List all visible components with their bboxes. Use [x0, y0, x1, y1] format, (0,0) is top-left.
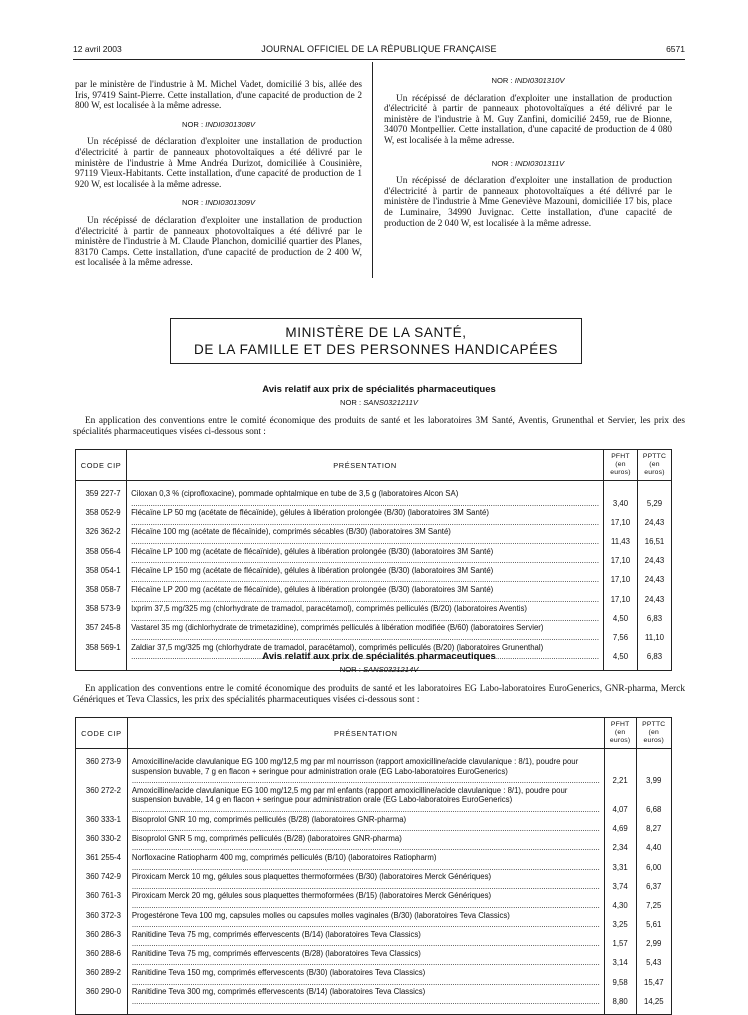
pfht: 9,58: [604, 968, 636, 987]
table-row: [76, 786, 672, 815]
price-table-2: [75, 717, 672, 1015]
table-row: [76, 585, 672, 604]
header-presentation: PRÉSENTATION: [127, 718, 604, 749]
cip-code: 360 273-9: [76, 749, 128, 786]
ppttc: 11,10: [637, 623, 671, 642]
presentation: Ixprim 37,5 mg/325 mg (chlorhydrate de tramadol, paracétamol), comprimés pelliculés (B/20) (laboratoires Aventis) .....: [127, 604, 604, 623]
table-row: [76, 508, 672, 527]
price-table-1: [75, 449, 672, 671]
presentation: Vastarel 35 mg (dichlorhydrate de trimetazidine), comprimés pelliculés à libération modifiée (B/60) (laboratoires Servier) .....: [127, 623, 604, 642]
pfht: 8,80: [604, 987, 636, 1015]
ppttc: 4,40: [636, 834, 671, 853]
pfht: 3,31: [604, 853, 636, 872]
pfht: 4,69: [604, 815, 636, 834]
page-header: [73, 44, 685, 58]
table-row: [76, 872, 672, 891]
right-column: [384, 76, 672, 229]
presentation: Ranitidine Teva 75 mg, comprimés effervescents (B/28) (laboratoires Teva Classics) .....: [127, 949, 604, 968]
pfht: 17,10: [603, 508, 637, 527]
table-row: [76, 749, 672, 786]
pfht: 4,50: [603, 604, 637, 623]
notice-intro: En application des conventions entre le comité économique des produits de santé et les laboratoires 3M Santé, Aventis, Grunenthal et Servier, les prix des spécialités pharmaceutiques visées ci-dessous sont :: [73, 416, 685, 437]
cip-code: 326 362-2: [76, 527, 127, 546]
ppttc: 3,99: [636, 749, 671, 786]
ppttc: 24,43: [637, 566, 671, 585]
presentation: Flécaïne LP 200 mg (acétate de flécaïnide), gélules à libération prolongée (B/30) (laboratoires 3M Santé) .....: [127, 585, 604, 604]
presentation: Flécaïne 100 mg (acétate de flécaïnide), comprimés sécables (B/30) (laboratoires 3M Santé) .....: [127, 527, 604, 546]
notice-intro: En application des conventions entre le comité économique des produits de santé et les laboratoires EG Labo-laboratoires EuroGenerics, GNR-pharma, Merck Génériques et Teva Classics, les prix des spécialités pharmaceutiques visées ci-dessous sont :: [73, 684, 685, 705]
table-row: [76, 911, 672, 930]
table-header-row: [76, 718, 672, 749]
nor-reference: NOR : INDI0301308V: [181, 119, 256, 129]
header-rule: [73, 59, 685, 60]
ppttc: 5,29: [637, 481, 671, 509]
ppttc: 6,00: [636, 853, 671, 872]
paragraph: Un récépissé de déclaration d'exploiter une installation de production d'électricité à partir de panneaux photovoltaïques a été délivré par le ministère de l'industrie à M. Claude Planchon, domicilié quartier des Planes, 83170 Camps. Cette installation, d'une capacité de production de 2 400 W, est localisée à la même adresse.: [75, 215, 362, 269]
table-row: [76, 527, 672, 546]
pfht: 17,10: [603, 547, 637, 566]
presentation: Piroxicam Merck 20 mg, gélules sous plaquettes thermoformées (B/15) (laboratoires Merck Génériques) .....: [127, 891, 604, 910]
ppttc: 16,51: [637, 527, 671, 546]
paragraph: Un récépissé de déclaration d'exploiter une installation de production d'électricité à partir de panneaux photovoltaïques a été délivré par le ministère de l'industrie à M. Guy Zanfini, domicilié 2459, rue de Bionne, 34070 Montpellier. Cette installation, d'une capacité de production de 4 080 W, est localisée à la même adresse.: [384, 93, 672, 146]
ppttc: 5,61: [636, 911, 671, 930]
notice-title: Avis relatif aux prix de spécialités pharmaceutiques: [262, 651, 496, 662]
cip-code: 361 255-4: [76, 853, 128, 872]
table-row: [76, 604, 672, 623]
header-pfht: PFHT (en euros): [604, 718, 636, 749]
pfht: 3,74: [604, 872, 636, 891]
pfht: 3,14: [604, 949, 636, 968]
cip-code: 360 289-2: [76, 968, 128, 987]
presentation: Bisoprolol GNR 5 mg, comprimés pelliculés (B/28) (laboratoires GNR-pharma) .....: [127, 834, 604, 853]
cip-code: 360 372-3: [76, 911, 128, 930]
presentation: Amoxicilline/acide clavulanique EG 100 mg/12,5 mg par ml nourrisson (rapport amoxicilline/acide clavulanique : 8/1), poudre pour suspension buvable, 7 g en flacon + seringue pour administration orale (EG Labo-laboratoires EuroGenerics) .....: [127, 749, 604, 786]
presentation: Ranitidine Teva 300 mg, comprimés effervescents (B/14) (laboratoires Teva Classics) .....: [127, 987, 604, 1015]
header-ppttc: PPTTC (en euros): [636, 718, 671, 749]
cip-code: 360 290-0: [76, 987, 128, 1015]
cip-code: 360 272-2: [76, 786, 128, 815]
header-code: CODE CIP: [76, 718, 128, 749]
table-header-row: [76, 450, 672, 481]
cip-code: 359 227-7: [76, 481, 127, 509]
pfht: 3,40: [603, 481, 637, 509]
ppttc: 6,83: [637, 643, 671, 671]
presentation: Progestérone Teva 100 mg, capsules molles ou capsules molles vaginales (B/30) (laboratoires Teva Classics) .....: [127, 911, 604, 930]
pfht: 3,25: [604, 911, 636, 930]
nor-reference: NOR : SANS0321211V: [340, 398, 418, 407]
ppttc: 6,83: [637, 604, 671, 623]
column-divider: [372, 62, 373, 278]
presentation: Flécaïne LP 50 mg (acétate de flécaïnide), gélules à libération prolongée (B/30) (laboratoires 3M Santé) .....: [127, 508, 604, 527]
ppttc: 7,25: [636, 891, 671, 910]
issue-date: 12 avril 2003: [73, 44, 122, 54]
table-row: [76, 547, 672, 566]
paragraph: Un récépissé de déclaration d'exploiter une installation de production d'électricité à partir de panneaux photovoltaïques a été délivré par le ministère de l'industrie à Mme Geneviève Mazouni, domiciliée 17 bis, place de Luminaire, 34990 Juvignac. Cette installation, d'une capacité de production de 2 040 W, est localisée à la même adresse.: [384, 176, 672, 229]
cip-code: 360 288-6: [76, 949, 128, 968]
presentation: Zaldiar 37,5 mg/325 mg (chlorhydrate de tramadol, paracétamol), comprimés pelliculés (B/20) (laboratoires Grunenthal) .....: [127, 643, 604, 671]
nor-reference: NOR : INDI0301310V: [491, 76, 565, 85]
cip-code: 358 056-4: [76, 547, 127, 566]
header-ppttc: PPTTC (en euros): [637, 450, 671, 481]
pfht: 17,10: [603, 566, 637, 585]
header-pfht: PFHT (en euros): [603, 450, 637, 481]
pfht: 4,07: [604, 786, 636, 815]
left-column: [75, 80, 362, 269]
ppttc: 24,43: [637, 585, 671, 604]
pfht: 7,56: [603, 623, 637, 642]
ppttc: 2,99: [636, 930, 671, 949]
cip-code: 358 054-1: [76, 566, 127, 585]
presentation: Bisoprolol GNR 10 mg, comprimés pelliculés (B/28) (laboratoires GNR-pharma) .....: [127, 815, 604, 834]
ppttc: 5,43: [636, 949, 671, 968]
ppttc: 6,37: [636, 872, 671, 891]
presentation: Ciloxan 0,3 % (ciprofloxacine), pommade ophtalmique en tube de 3,5 g (laboratoires Alcon SA) .....: [127, 481, 604, 509]
pfht: 17,10: [603, 585, 637, 604]
ppttc: 6,68: [636, 786, 671, 815]
cip-code: 360 333-1: [76, 815, 128, 834]
cip-code: 360 761-3: [76, 891, 128, 910]
cip-code: 360 742-9: [76, 872, 128, 891]
table-row: [76, 623, 672, 642]
cip-code: 358 573-9: [76, 604, 127, 623]
pfht: 11,43: [603, 527, 637, 546]
cip-code: 360 286-3: [76, 930, 128, 949]
journal-title: JOURNAL OFFICIEL DE LA RÉPUBLIQUE FRANÇAISE: [261, 44, 497, 54]
ppttc: 14,25: [636, 987, 671, 1015]
nor-reference: NOR : INDI0301309V: [181, 198, 256, 208]
pfht: 4,30: [604, 891, 636, 910]
table-row: [76, 891, 672, 910]
presentation: Amoxicilline/acide clavulanique EG 100 mg/12,5 mg par ml enfants (rapport amoxicilline/acide clavulanique : 8/1), poudre pour suspension buvable, 14 g en flacon + seringue pour administration orale (EG Labo-laboratoires EuroGenerics) .....: [127, 786, 604, 815]
page-number: 6571: [666, 44, 685, 54]
table-row: [76, 968, 672, 987]
presentation: Ranitidine Teva 75 mg, comprimés effervescents (B/14) (laboratoires Teva Classics) .....: [127, 930, 604, 949]
paragraph: Un récépissé de déclaration d'exploiter une installation de production d'électricité à partir de panneaux photovoltaïques a été délivré par le ministère de l'industrie à Mme Andréa Durizot, domiciliée à Cousinière, 97119 Vieux-Habitants. Cette installation, d'une capacité de production de 1 920 W, est localisée à la même adresse.: [75, 137, 362, 190]
nor-reference: NOR : SANS0321214V: [339, 665, 419, 674]
header-code: CODE CIP: [76, 450, 127, 481]
presentation: Flécaïne LP 100 mg (acétate de flécaïnide), gélules à libération prolongée (B/30) (laboratoires 3M Santé) .....: [127, 547, 604, 566]
cip-code: 358 052-9: [76, 508, 127, 527]
header-presentation: PRÉSENTATION: [127, 450, 604, 481]
presentation: Ranitidine Teva 150 mg, comprimés effervescents (B/30) (laboratoires Teva Classics) .....: [127, 968, 604, 987]
cip-code: 357 245-8: [76, 623, 127, 642]
presentation: Piroxicam Merck 10 mg, gélules sous plaquettes thermoformées (B/30) (laboratoires Merck Génériques) .....: [127, 872, 604, 891]
pfht: 2,21: [604, 749, 636, 786]
presentation: Flécaïne LP 150 mg (acétate de flécaïnide), gélules à libération prolongée (B/30) (laboratoires 3M Santé) .....: [127, 566, 604, 585]
paragraph: par le ministère de l'industrie à M. Michel Vadet, domicilié 3 bis, allée des Iris, 97419 Saint-Pierre. Cette installation, d'une capacité de production de 2 800 W, est localisée à la même adresse.: [75, 80, 362, 112]
table-row: [76, 949, 672, 968]
nor-reference: NOR : INDI0301311V: [491, 158, 565, 168]
ministry-heading: MINISTÈRE DE LA SANTÉ, DE LA FAMILLE ET DES PERSONNES HANDICAPÉES: [170, 318, 582, 364]
table-row: [76, 930, 672, 949]
ppttc: 15,47: [636, 968, 671, 987]
cip-code: 358 058-7: [76, 585, 127, 604]
notice-title: Avis relatif aux prix de spécialités pharmaceutiques: [262, 384, 496, 395]
presentation: Norfloxacine Ratiopharm 400 mg, comprimés pelliculés (B/10) (laboratoires Ratiopharm) .....: [127, 853, 604, 872]
table-row: [76, 987, 672, 1015]
ppttc: 24,43: [637, 547, 671, 566]
pfht: 2,34: [604, 834, 636, 853]
pfht: 4,50: [603, 643, 637, 671]
table-row: [76, 853, 672, 872]
cip-code: 360 330-2: [76, 834, 128, 853]
ppttc: 8,27: [636, 815, 671, 834]
table-row: [76, 834, 672, 853]
table-row: [76, 481, 672, 509]
ppttc: 24,43: [637, 508, 671, 527]
pfht: 1,57: [604, 930, 636, 949]
table-row: [76, 566, 672, 585]
table-row: [76, 815, 672, 834]
cip-code: 358 569-1: [76, 643, 127, 671]
